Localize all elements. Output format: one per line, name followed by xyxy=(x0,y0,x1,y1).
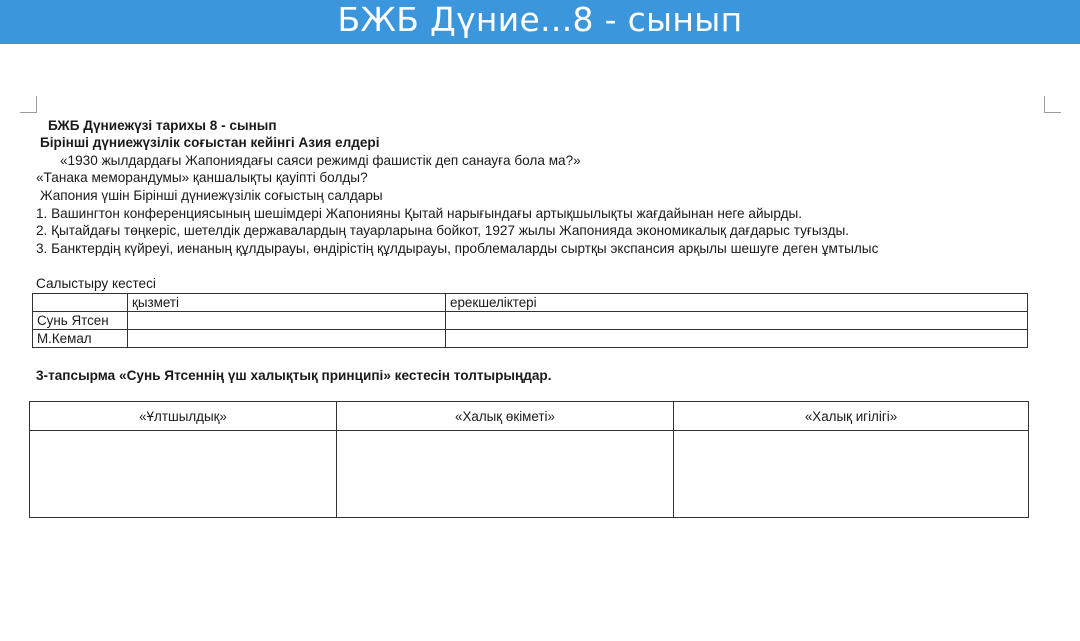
table-header-cell: ерекшеліктері xyxy=(446,294,1028,312)
table-cell xyxy=(128,330,446,348)
table-cell xyxy=(30,431,337,518)
list-item-1: 1. Вашингтон конференциясының шешімдері Жапонияны Қытай нарығындағы артықшылықты жағдайынан неге айырды. xyxy=(36,206,803,221)
table-header-cell: «Ұлтшылдық» xyxy=(30,402,337,431)
table-row-label: М.Кемал xyxy=(33,330,128,348)
table-cell xyxy=(128,312,446,330)
table-header-cell xyxy=(33,294,128,312)
list-item-3: 3. Банктердің күйреуі, иенаның құлдырауы, өндірістің құлдырауы, проблемаларды сыртқы экспансия арқылы шешуге деген ұмтылыс xyxy=(36,241,879,256)
table-header-cell: қызметі xyxy=(128,294,446,312)
question-2: «Танака меморандумы» қаншалықты қауіпті болды? xyxy=(36,170,368,185)
page-corner-right xyxy=(1044,96,1061,113)
list-item-2: 2. Қытайдағы төңкеріс, шетелдік державалардың тауарларына бойкот, 1927 жылы Жапонияда экономикалық дағдарыс туғызды. xyxy=(36,223,850,238)
table-header-cell: «Халық өкіметі» xyxy=(337,402,674,431)
table-cell xyxy=(446,312,1028,330)
table-row xyxy=(33,330,1028,348)
table-cell xyxy=(337,431,674,518)
table-header-cell: «Халық игілігі» xyxy=(674,402,1029,431)
document-topic: Бірінші дүниежүзілік соғыстан кейінгі Азия елдері xyxy=(40,135,380,150)
table-row xyxy=(30,431,1029,518)
document-heading: БЖБ Дүниежүзі тарихы 8 - сынып xyxy=(48,118,277,133)
table-cell xyxy=(446,330,1028,348)
page-corner-left xyxy=(20,96,37,113)
table-row xyxy=(33,312,1028,330)
task3-title: 3-тапсырма «Сунь Ятсеннің үш халықтық принципі» кестесін толтырыңдар. xyxy=(36,368,552,383)
table-cell xyxy=(674,431,1029,518)
table-row xyxy=(33,294,1028,312)
question-1: «1930 жылдардағы Жапониядағы саяси режимді фашистік деп санауға бола ма?» xyxy=(60,153,581,168)
question-3: Жапония үшін Бірінші дүниежүзілік соғыстың салдары xyxy=(40,188,383,203)
table-row-label: Сунь Ятсен xyxy=(33,312,128,330)
principles-table xyxy=(29,401,1029,518)
comparison-table xyxy=(32,293,1028,348)
table-row xyxy=(30,402,1029,431)
window-title: БЖБ Дүние...8 - сынып xyxy=(0,0,1080,44)
comparison-table-title: Салыстыру кестесі xyxy=(36,276,156,291)
